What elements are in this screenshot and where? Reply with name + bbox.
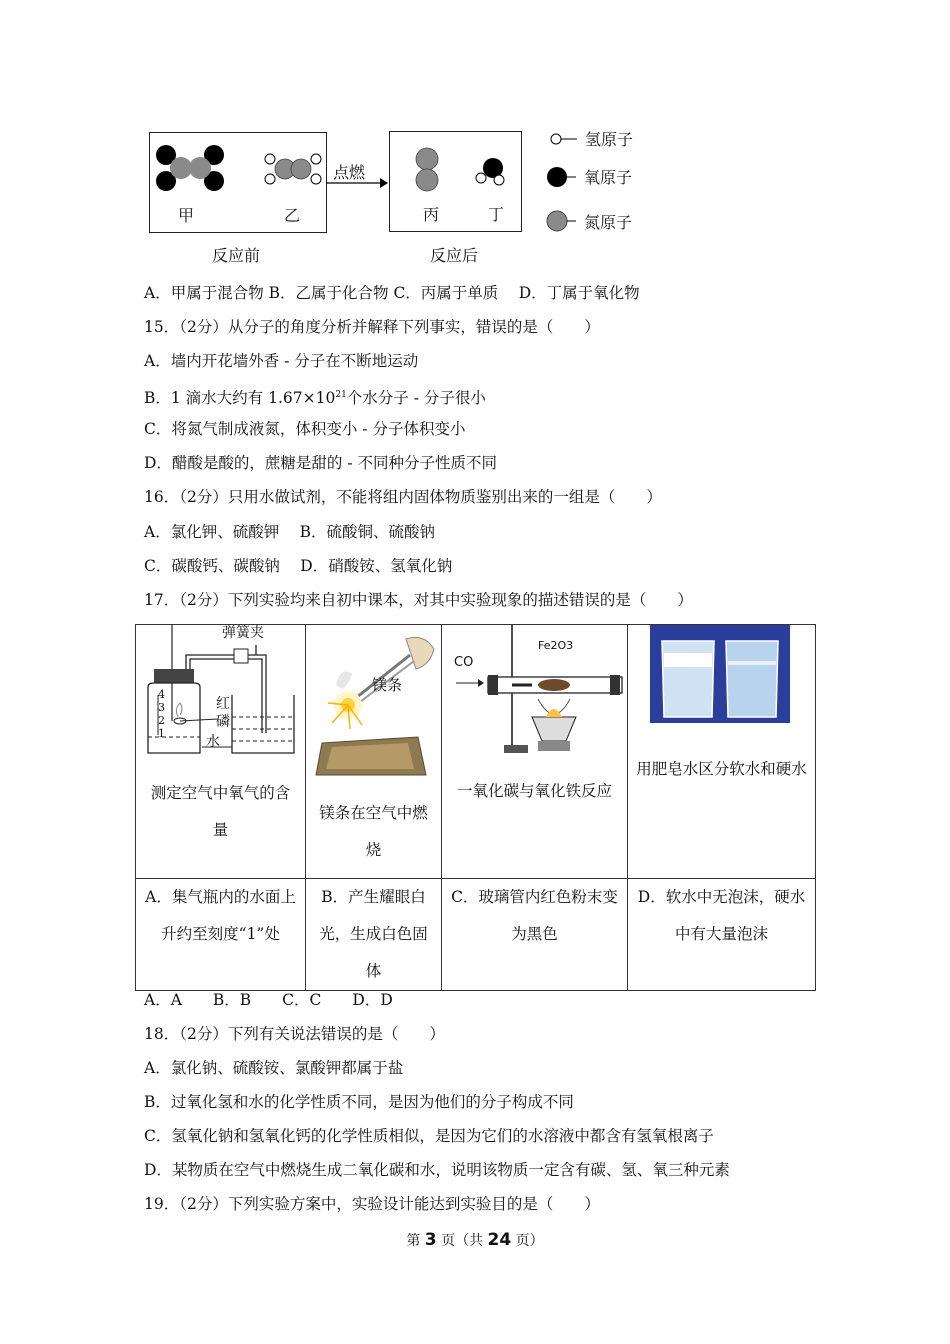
experiment-cell-soap: [628, 625, 816, 879]
footer-page: 3: [424, 1230, 437, 1250]
label-spring-clip: 弹簧夹: [222, 625, 264, 641]
label-ding: 丁: [488, 205, 505, 224]
q16-options-ab: A．氯化钾、硫酸钾 B．硫酸铜、硫酸钠: [144, 523, 436, 541]
experiment-image-row: [136, 625, 816, 879]
option-a-text: A．集气瓶内的水面上升约至刻度“1”处: [145, 888, 296, 943]
scale-4: 4: [158, 688, 165, 701]
q15-option-d: D．醋酸是酸的，蔗糖是甜的 - 不同种分子性质不同: [144, 454, 498, 472]
legend-nitrogen: [546, 209, 632, 233]
label-mg-strip: 镁条: [372, 676, 403, 694]
caption-after: 反应后: [430, 246, 479, 265]
footer-mid: 页（共: [436, 1233, 488, 1249]
label-water: 水: [206, 734, 220, 750]
molecule-yi-icon: [262, 151, 324, 191]
q19-stem: 19．（2分）下列实验方案中，实验设计能达到实验目的是（ ）: [144, 1195, 600, 1213]
magnesium-burning-icon: [306, 625, 440, 781]
q18-option-d: D．某物质在空气中燃烧生成二氧化碳和水，说明该物质一定含有碳、氢、氧三种元素: [144, 1161, 730, 1179]
arrow-label: 点燃: [333, 163, 366, 182]
legend-nitrogen-label: 氮原子: [584, 212, 633, 232]
experiment-cell-co: [442, 625, 628, 879]
option-c-cell: [442, 879, 628, 991]
co-reduction-apparatus-icon: [442, 625, 626, 767]
label-jia: 甲: [178, 206, 195, 225]
option-c-text: C．玻璃管内红色粉末变为黑色: [451, 888, 618, 943]
label-red-p-1: 红: [216, 696, 230, 712]
hydrogen-atom-icon: [549, 132, 577, 146]
q18-option-b: B．过氧化氢和水的化学性质不同，是因为他们的分子构成不同: [144, 1093, 574, 1111]
legend-hydrogen-label: 氢原子: [585, 130, 634, 149]
legend-oxygen-label: 氧原子: [584, 168, 633, 187]
q16-options-cd: C．碳酸钙、碳酸钠 D．硝酸铵、氢氧化钠: [144, 557, 453, 575]
scale-2: 2: [158, 714, 165, 727]
label-bing: 丙: [423, 205, 440, 224]
experiment-option-row: [136, 879, 816, 991]
experiment-cell-oxygen: [136, 625, 306, 879]
caption-soap: 用肥皂水区分软水和硬水: [636, 760, 807, 778]
legend-oxygen: [546, 165, 632, 188]
option-d-text: D．软水中无泡沫，硬水中有大量泡沫: [637, 888, 806, 943]
after-reaction-box: [389, 131, 522, 232]
caption-magnesium: 镁条在空气中燃烧: [319, 804, 428, 859]
option-b-text: B．产生耀眼白光，生成白色固体: [319, 888, 428, 980]
q18-option-a: A．氯化钠、硫酸铵、氯酸钾都属于盐: [144, 1059, 404, 1077]
caption-before: 反应前: [212, 246, 261, 265]
scale-3: 3: [158, 701, 165, 714]
q17-stem: 17．（2分）下列实验均来自初中课本，对其中实验现象的描述错误的是（ ）: [144, 591, 693, 609]
label-co: CO: [454, 655, 474, 670]
footer-total: 24: [487, 1230, 512, 1250]
q15-option-b: [144, 385, 486, 408]
q15-b-pre: B．1 滴水大约有 1.67×10: [144, 389, 336, 408]
molecule-ding-icon: [473, 152, 513, 192]
q16-stem: 16．（2分）只用水做试剂，不能将组内固体物质鉴别出来的一组是（ ）: [144, 488, 662, 506]
q18-stem: 18．（2分）下列有关说法错误的是（ ）: [144, 1025, 445, 1043]
option-b-cell: [306, 879, 442, 991]
q15-option-a: A．墙内开花墙外香 - 分子在不断地运动: [144, 352, 419, 370]
experiment-table: [135, 624, 816, 991]
before-reaction-box: [149, 132, 327, 233]
scale-1: 1: [158, 727, 165, 740]
legend-hydrogen: [549, 127, 633, 150]
q17-choices: A．A B．B C．C D．D: [144, 991, 393, 1009]
q18-option-c: C．氢氧化钠和氢氧化钙的化学性质相似，是因为它们的水溶液中都含有氢氧根离子: [144, 1127, 714, 1145]
experiment-cell-magnesium: [306, 625, 442, 879]
molecule-jia-icon: [152, 139, 232, 199]
option-a-cell: [136, 879, 306, 991]
q15-b-sup: 21: [335, 390, 347, 400]
caption-co: 一氧化碳与氧化铁反应: [456, 782, 612, 800]
footer-pre: 第: [406, 1233, 425, 1249]
caption-oxygen: 测定空气中氧气的含量: [150, 784, 291, 839]
page-footer: [0, 1230, 950, 1250]
oxygen-atom-icon: [546, 166, 576, 188]
q15-b-post: 个水分子 - 分子很小: [346, 389, 486, 408]
label-yi: 乙: [284, 206, 301, 225]
footer-post: 页）: [511, 1233, 544, 1249]
q15-stem: 15．（2分）从分子的角度分析并解释下列事实，错误的是（ ）: [144, 318, 600, 336]
molecule-bing-icon: [412, 146, 442, 196]
q14-options: A．甲属于混合物 B．乙属于化合物 C．丙属于单质 D．丁属于氧化物: [144, 284, 640, 302]
soap-water-beakers-icon: [628, 625, 814, 739]
label-red-p-2: 磷: [216, 714, 230, 730]
option-d-cell: [628, 879, 816, 991]
q15-option-c: C．将氮气制成液氮，体积变小 - 分子体积变小: [144, 420, 466, 438]
label-fe2o3: Fe2O3: [538, 639, 574, 652]
nitrogen-atom-icon: [546, 209, 576, 233]
